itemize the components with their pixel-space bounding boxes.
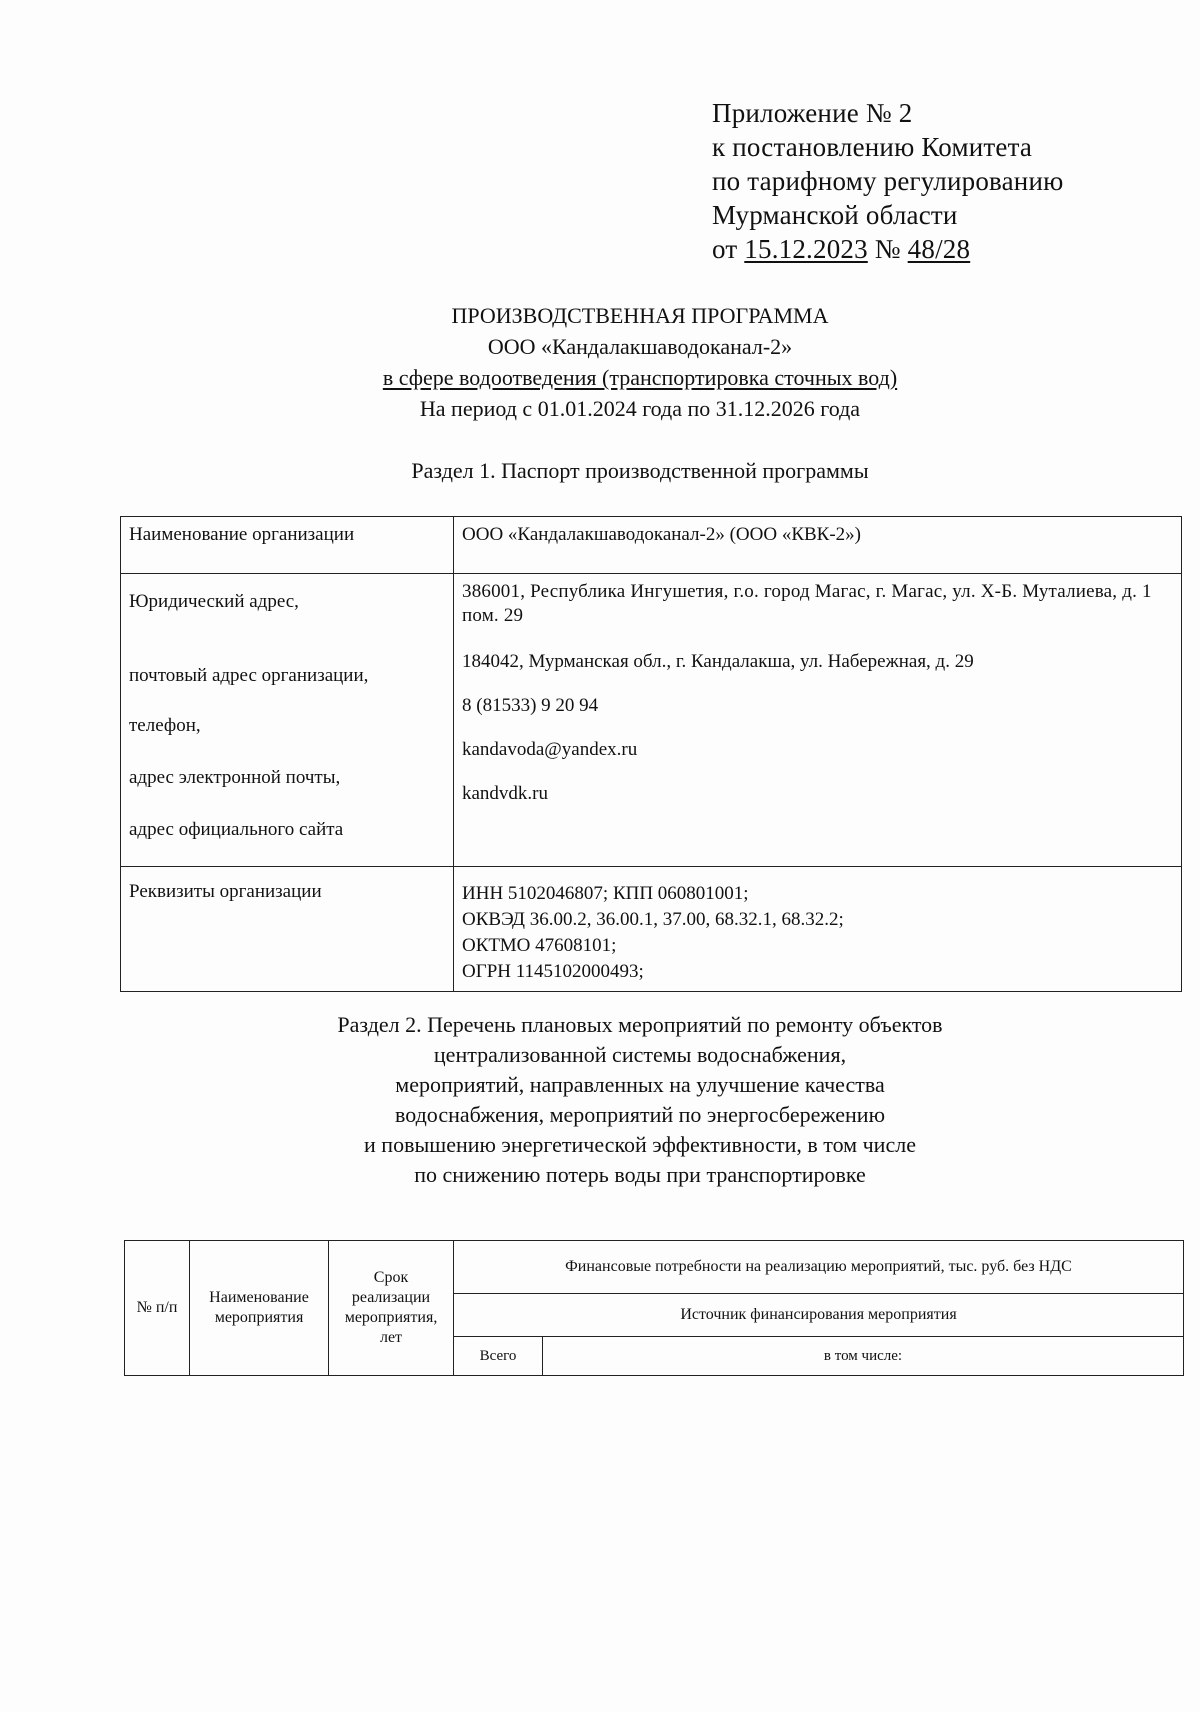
col-finance-header: Финансовые потребности на реализацию мероприятий, тыс. руб. без НДС bbox=[454, 1241, 1184, 1294]
title-line-3: в сфере водоотведения (транспортировка сточных вод) bbox=[382, 365, 898, 390]
email-label: адрес электронной почты, bbox=[129, 767, 341, 788]
email-value: kandavoda@yandex.ru bbox=[462, 739, 638, 760]
section-2-title-line-3: мероприятий, направленных на улучшение качества bbox=[395, 1072, 885, 1097]
measures-table bbox=[124, 1240, 1184, 1376]
program-title bbox=[200, 300, 1080, 424]
col-total-header: Всего bbox=[454, 1337, 543, 1376]
postal-address-label: почтовый адрес организации, bbox=[129, 665, 369, 686]
appendix-number: 48/28 bbox=[907, 234, 971, 264]
website-value: kandvdk.ru bbox=[462, 783, 549, 804]
requisites-okved: ОКВЭД 36.00.2, 36.00.1, 37.00, 68.32.1, 68.32.2; bbox=[462, 909, 844, 930]
appendix-number-sign: № bbox=[874, 234, 901, 264]
col-number-header: № п/п bbox=[125, 1241, 190, 1376]
org-name-label: Наименование организации bbox=[121, 517, 454, 574]
col-source-header: Источник финансирования мероприятия bbox=[454, 1294, 1184, 1337]
title-line-4: На период с 01.01.2024 года по 31.12.2026 года bbox=[419, 396, 861, 421]
requisites-label: Реквизиты организации bbox=[121, 867, 454, 992]
appendix-header bbox=[712, 96, 1063, 266]
passport-row-org-name bbox=[121, 517, 1182, 574]
section-2-title-line-2: централизованной системы водоснабжения, bbox=[433, 1042, 847, 1067]
requisites-ogrn: ОГРН 1145102000493; bbox=[462, 961, 644, 982]
section-2-title-line-1: Раздел 2. Перечень плановых мероприятий по ремонту объектов bbox=[337, 1012, 943, 1037]
legal-address-label: Юридический адрес, bbox=[129, 591, 299, 612]
requisites-value bbox=[454, 867, 1182, 992]
col-term-header: Срок реализации мероприятия, лет bbox=[329, 1241, 454, 1376]
postal-address-value: 184042, Мурманская обл., г. Кандалакша, ул. Набережная, д. 29 bbox=[462, 651, 974, 672]
col-including-header: в том числе: bbox=[543, 1337, 1184, 1376]
contacts-labels bbox=[121, 574, 454, 867]
website-label: адрес официального сайта bbox=[129, 819, 344, 840]
title-line-1: ПРОИЗВОДСТВЕННАЯ ПРОГРАММА bbox=[451, 303, 829, 328]
title-line-2: ООО «Кандалакшаводоканал-2» bbox=[487, 334, 793, 359]
appendix-line-4: Мурманской области bbox=[712, 200, 958, 230]
passport-table bbox=[120, 516, 1182, 992]
section-2-title-line-4: водоснабжения, мероприятий по энергосбережению bbox=[394, 1102, 886, 1127]
org-name-value: ООО «Кандалакшаводоканал-2» (ООО «КВК-2») bbox=[454, 517, 1182, 574]
appendix-line-3: по тарифному регулированию bbox=[712, 166, 1064, 196]
requisites-oktmo: ОКТМО 47608101; bbox=[462, 935, 617, 956]
passport-row-requisites bbox=[121, 867, 1182, 992]
section-2-title bbox=[160, 1010, 1120, 1190]
section-1-title: Раздел 1. Паспорт производственной программы bbox=[411, 458, 869, 483]
appendix-line-1: Приложение № 2 bbox=[712, 98, 913, 128]
measures-header-row-1 bbox=[125, 1241, 1184, 1294]
col-name-header: Наименование мероприятия bbox=[190, 1241, 329, 1376]
legal-address-value: 386001, Республика Ингушетия, г.о. город Магас, г. Магас, ул. Х-Б. Муталиева, д. 1 пом. 29 bbox=[462, 581, 1152, 626]
section-2-title-line-6: по снижению потерь воды при транспортировке bbox=[414, 1162, 866, 1187]
appendix-date-line bbox=[712, 232, 1063, 266]
phone-value: 8 (81533) 9 20 94 bbox=[462, 695, 599, 716]
appendix-date: 15.12.2023 bbox=[744, 234, 868, 264]
passport-row-contacts bbox=[121, 574, 1182, 867]
contacts-values bbox=[454, 574, 1182, 867]
appendix-line-2: к постановлению Комитета bbox=[712, 132, 1033, 162]
phone-label: телефон, bbox=[129, 715, 201, 736]
appendix-date-prefix: от bbox=[712, 234, 738, 264]
requisites-inn: ИНН 5102046807; КПП 060801001; bbox=[462, 883, 749, 904]
section-2-title-line-5: и повышению энергетической эффективности, в том числе bbox=[364, 1132, 916, 1157]
